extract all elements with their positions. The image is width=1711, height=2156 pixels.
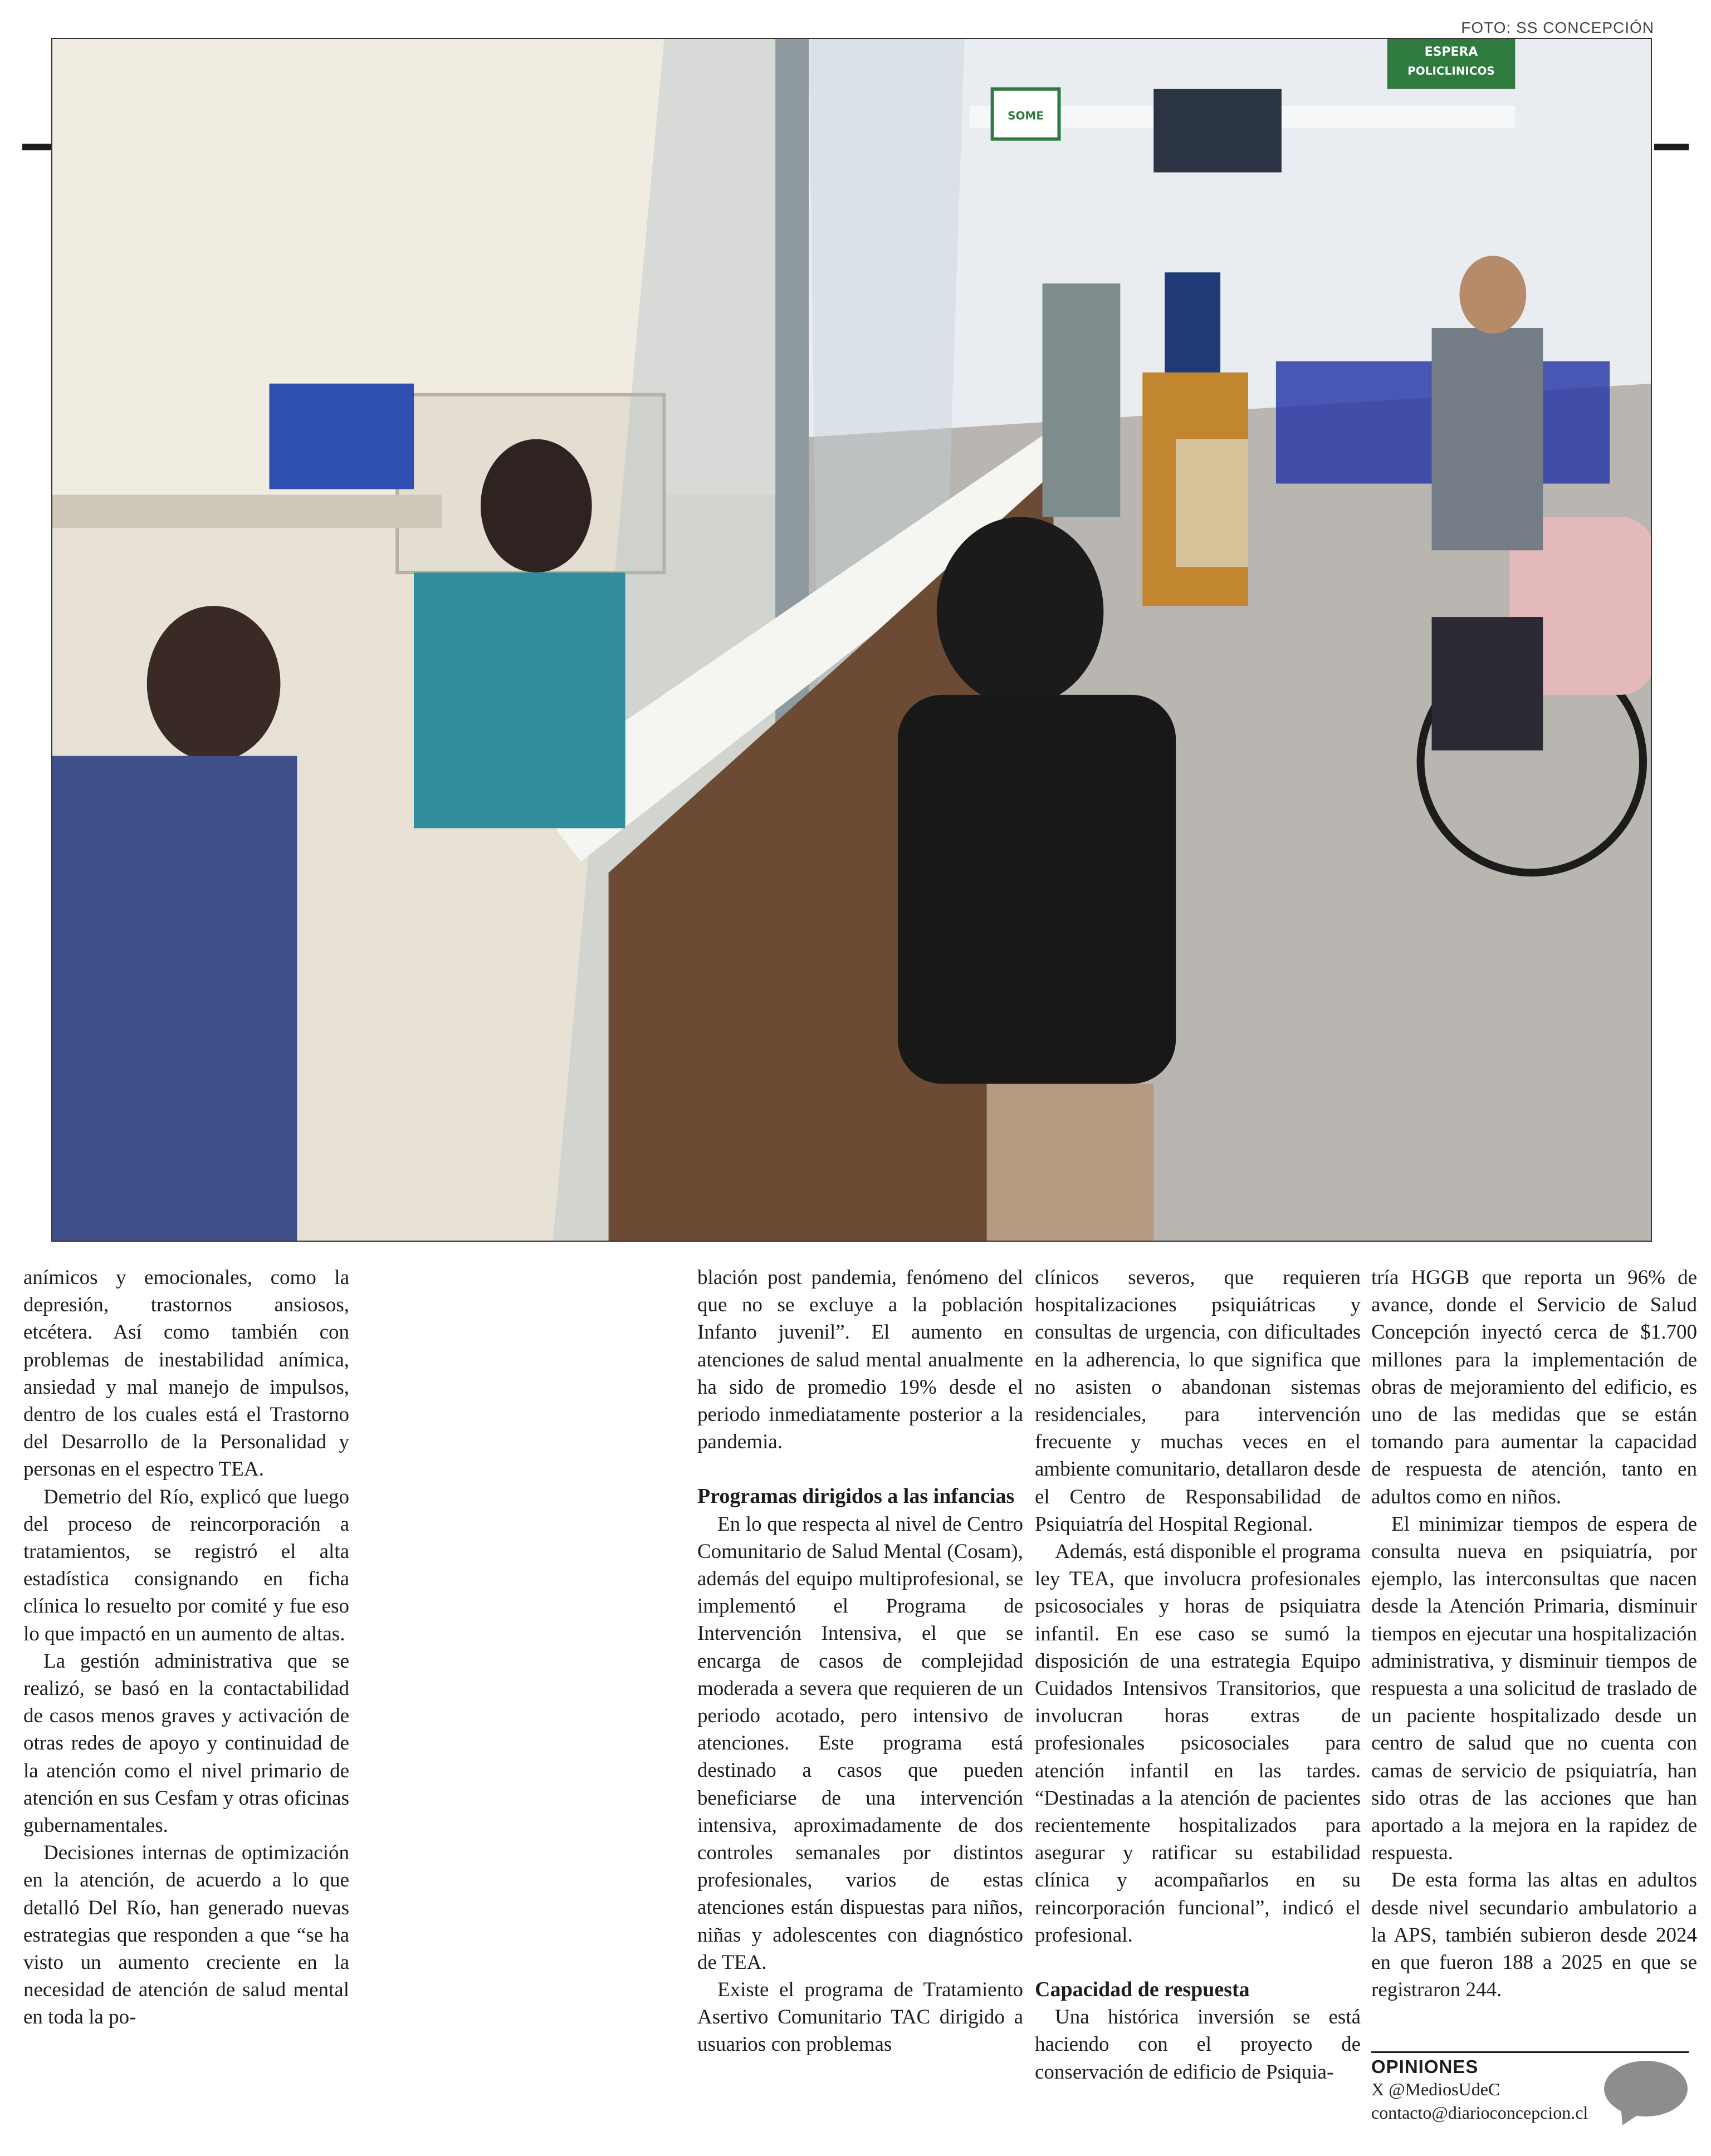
- opinions-title: OPINIONES: [1371, 2056, 1479, 2077]
- paragraph: La gestión administrativa que se realizó, se basó en la contactabilidad de casos menos graves y activación de otras redes de apoyo y continuidad de la atención como el nivel primario de atención en sus Cesfam y otras oficinas gubernamentales.: [23, 1649, 349, 1837]
- paragraph: blación post pandemia, fenómeno del que no se excluye a la población Infanto juvenil”. El aumento en atenciones de salud mental anualmente ha sido de promedio 19% desde el periodo inmediatamente posterior a la pandemia.: [697, 1266, 1023, 1454]
- sign-clinics-text: POLICLINICOS: [1407, 63, 1495, 77]
- paragraph: De esta forma las altas en adultos desde nivel secundario ambulatorio a la APS, también subieron desde 2024 en que fueron 188 a 2025 en que se registraron 244.: [1371, 1869, 1697, 2002]
- subheading: Capacidad de respuesta: [1035, 1978, 1250, 2002]
- twitter-handle[interactable]: X @MediosUdeC: [1371, 2079, 1500, 2099]
- subheading: Programas dirigidos a las infancias: [697, 1484, 1015, 1508]
- paragraph: El minimizar tiempos de espera de consulta nueva en psiquiatría, por ejemplo, las interconsultas que nacen desde la Atención Primaria, disminuir tiempos en ejecutar una hospitalización administrativa, y disminuir tiempos de respuesta a una solicitud de traslado de un paciente hospitalizado desde un centro de salud que no cuenta con camas de servicio de psiquiatría, han sido otras de las acciones que han aportado a la mejora en la rapidez de respuesta.: [1371, 1512, 1697, 1865]
- article-column-4: [1371, 1264, 1697, 2003]
- sign-wait-text: ESPERA: [1424, 45, 1478, 59]
- section-rule-right: [1654, 144, 1689, 150]
- opinions-box: [1371, 2051, 1689, 2140]
- sign-counter-text: SOME: [1008, 109, 1044, 122]
- paragraph: anímicos y emocionales, como la depresión, trastornos ansiosos, etcétera. Así como también con problemas de inestabilidad anímica, ansiedad y mal manejo de impulsos, dentro de los cuales está el Trastorno del Desarrollo de la Personalidad y personas en el espectro TEA.: [23, 1266, 349, 1481]
- photo-illustration: [52, 39, 1651, 1241]
- section-rule-left: [22, 144, 53, 150]
- paragraph: Decisiones internas de optimización en la atención, de acuerdo a lo que detalló Del Río, han generado nuevas estrategias que responden a que “se ha visto un aumento creciente en la necesidad de atención de salud mental en toda la po-: [23, 1841, 349, 2029]
- paragraph: Además, está disponible el programa ley TEA, que involucra profesionales psicosociales y horas de psiquiatra infantil. En ese caso se sumó la disposición de una estrategia Equipo Cuidados Intensivos Transitorios, que involucran horas extras de profesionales psicosociales para atención infantil en las tardes. “Destinadas a la atención de pacientes recientemente hospitalizados para asegurar y ratificar su estabilidad clínica y acompañarlos en su reincorporación funcional”, indicó el profesional.: [1035, 1540, 1361, 1947]
- paragraph: Demetrio del Río, explicó que luego del proceso de reincorporación a tratamientos, se registró el alta estadística consignando en ficha clínica lo resuelto por comité y fue eso lo que impactó en un aumento de altas.: [23, 1485, 349, 1645]
- article-column-3: [1035, 1264, 1361, 2086]
- article-column-1: [23, 1264, 349, 2031]
- paragraph: Una histórica inversión se está haciendo con el proyecto de conservación de edificio de Psiquia-: [1035, 2006, 1361, 2084]
- contact-email[interactable]: contacto@diarioconcepcion.cl: [1371, 2103, 1588, 2123]
- paragraph: clínicos severos, que requieren hospitalizaciones psiquiátricas y consultas de urgencia, con dificultades en la adherencia, lo que significa que no asisten o abandonan sistemas residenciales, para intervención frecuente y muchas veces en el ambiente comunitario, detallaron desde el Centro de Responsabilidad de Psiquiatría del Hospital Regional.: [1035, 1266, 1361, 1536]
- photo-credit: FOTO: SS CONCEPCIÓN: [1461, 19, 1654, 36]
- news-photo: [51, 38, 1652, 1242]
- paragraph: Existe el programa de Tratamiento Asertivo Comunitario TAC dirigido a usuarios con problemas: [697, 1978, 1023, 2056]
- article-column-2: [697, 1264, 1023, 2059]
- paragraph: En lo que respecta al nivel de Centro Comunitario de Salud Mental (Cosam), además del equipo multiprofesional, se implementó el Programa de Intervención Intensiva, el que se encarga de casos de complejidad moderada a severa que requieren de un periodo acotado, pero intensivo de atenciones. Este programa está destinado a casos que pueden beneficiarse de una intervención intensiva, aproximadamente de dos controles semanales por distintos profesionales, varios de estas atenciones están dispuestas para niños, niñas y adolescentes con diagnóstico de TEA.: [697, 1512, 1023, 1974]
- speech-bubble-icon: [1604, 2061, 1688, 2116]
- paragraph: tría HGGB que reporta un 96% de avance, donde el Servicio de Salud Concepción inyectó cerca de $1.700 millones para la implementación de obras de mejoramiento del edificio, es uno de las medidas que se están tomando para aumentar la capacidad de respuesta de atención, tanto en adultos como en niños.: [1371, 1266, 1697, 1508]
